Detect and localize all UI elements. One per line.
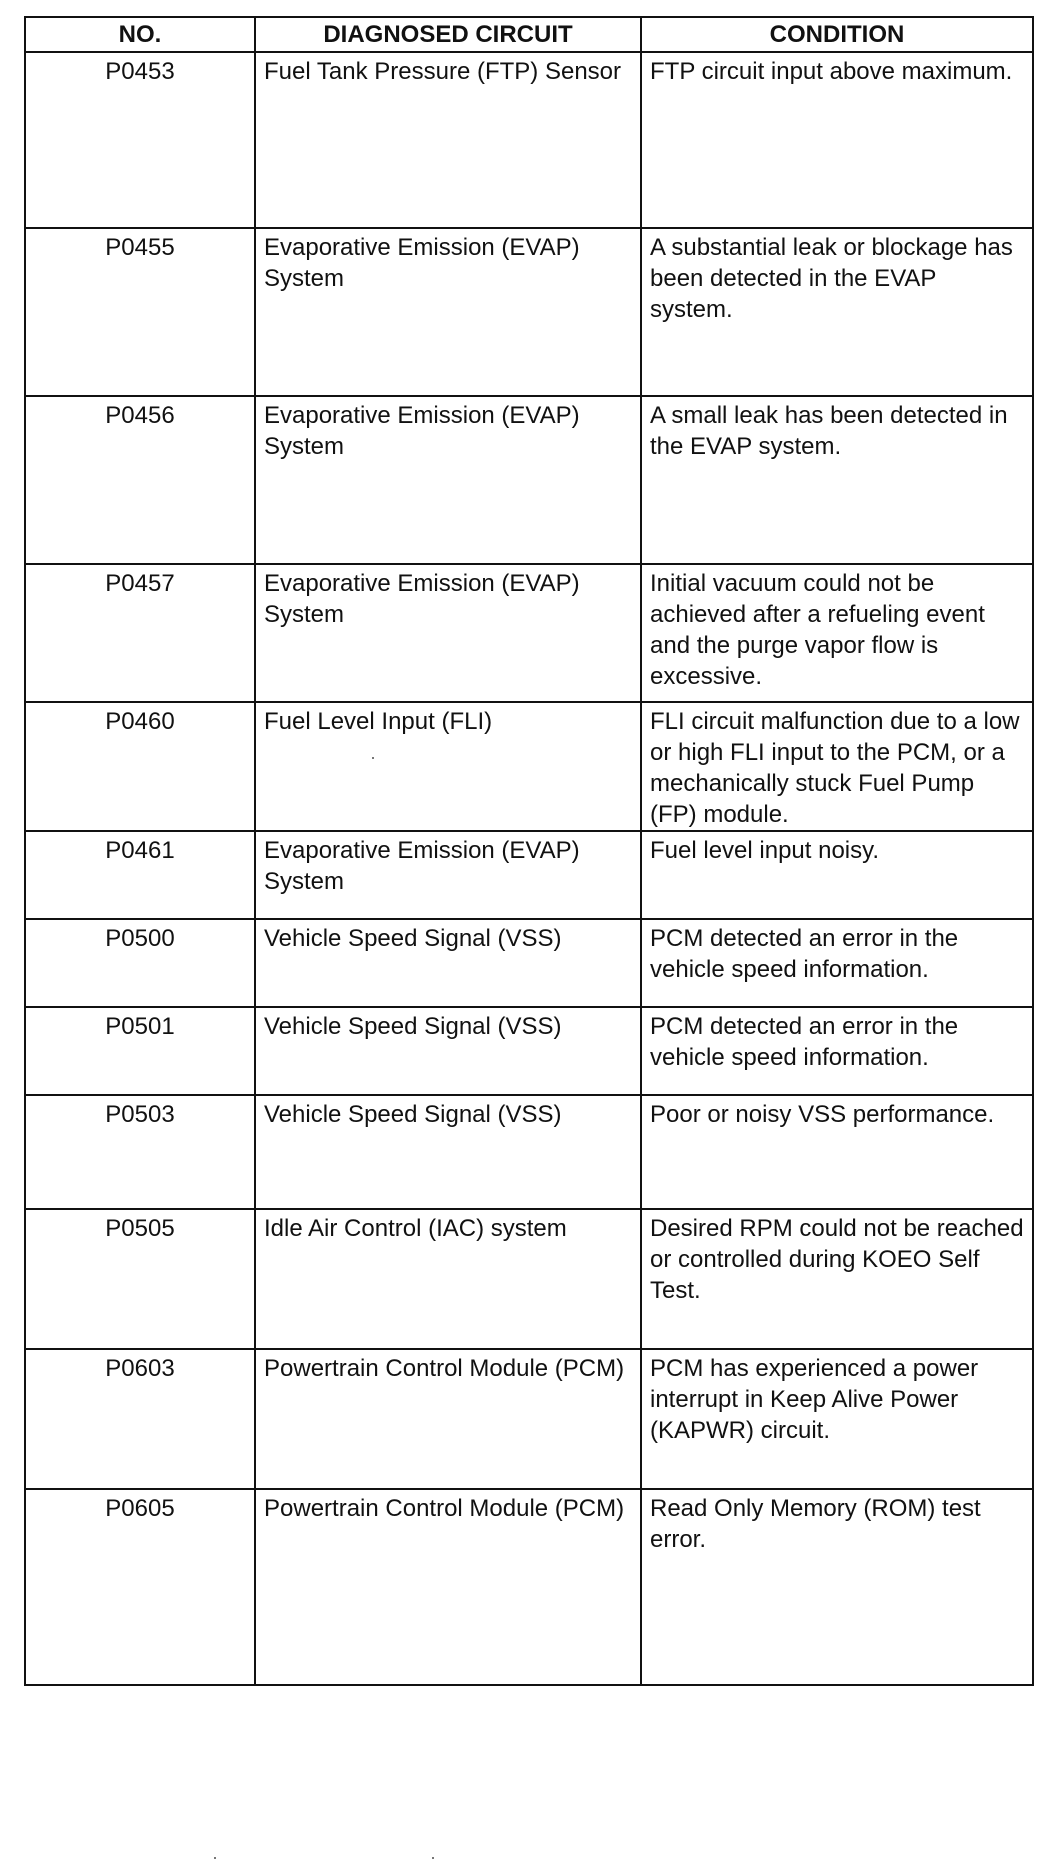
diagnosed-circuit: Powertrain Control Module (PCM) xyxy=(255,1489,641,1685)
table-row xyxy=(25,1349,1033,1489)
condition: A small leak has been detected in the EVAP system. xyxy=(641,396,1033,564)
table-row xyxy=(25,919,1033,1007)
table-row xyxy=(25,228,1033,396)
table-row xyxy=(25,702,1033,831)
scan-speck xyxy=(372,757,374,759)
table-row xyxy=(25,564,1033,702)
condition: Read Only Memory (ROM) test error. xyxy=(641,1489,1033,1685)
diagnostic-code-table xyxy=(24,16,1034,1686)
dtc-code: P0456 xyxy=(25,396,255,564)
diagnosed-circuit: Evaporative Emission (EVAP) System xyxy=(255,831,641,919)
condition: Initial vacuum could not be achieved after a refueling event and the purge vapor flow is excessive. xyxy=(641,564,1033,702)
dtc-code: P0455 xyxy=(25,228,255,396)
diagnosed-circuit: Idle Air Control (IAC) system xyxy=(255,1209,641,1349)
table-row xyxy=(25,1489,1033,1685)
condition: PCM has experienced a power interrupt in Keep Alive Power (KAPWR) circuit. xyxy=(641,1349,1033,1489)
diagnosed-circuit: Evaporative Emission (EVAP) System xyxy=(255,396,641,564)
header-diagnosed-circuit: DIAGNOSED CIRCUIT xyxy=(255,17,641,52)
condition: Fuel level input noisy. xyxy=(641,831,1033,919)
diagnosed-circuit: Vehicle Speed Signal (VSS) xyxy=(255,1095,641,1209)
condition: Desired RPM could not be reached or controlled during KOEO Self Test. xyxy=(641,1209,1033,1349)
diagnosed-circuit: Fuel Level Input (FLI) xyxy=(255,702,641,831)
dtc-code: P0501 xyxy=(25,1007,255,1095)
dtc-code: P0461 xyxy=(25,831,255,919)
condition: PCM detected an error in the vehicle speed information. xyxy=(641,919,1033,1007)
condition: A substantial leak or blockage has been detected in the EVAP system. xyxy=(641,228,1033,396)
header-condition: CONDITION xyxy=(641,17,1033,52)
dtc-code: P0453 xyxy=(25,52,255,228)
dtc-code: P0503 xyxy=(25,1095,255,1209)
table-row xyxy=(25,1007,1033,1095)
scan-speck xyxy=(432,1857,434,1859)
table-header-row xyxy=(25,17,1033,52)
diagnosed-circuit: Powertrain Control Module (PCM) xyxy=(255,1349,641,1489)
diagnosed-circuit: Vehicle Speed Signal (VSS) xyxy=(255,1007,641,1095)
header-no: NO. xyxy=(25,17,255,52)
scan-speck xyxy=(214,1857,216,1859)
condition: FLI circuit malfunction due to a low or high FLI input to the PCM, or a mechanically stuck Fuel Pump (FP) module. xyxy=(641,702,1033,831)
dtc-code: P0505 xyxy=(25,1209,255,1349)
table-row xyxy=(25,1095,1033,1209)
dtc-code: P0457 xyxy=(25,564,255,702)
condition: Poor or noisy VSS performance. xyxy=(641,1095,1033,1209)
table-row xyxy=(25,396,1033,564)
table-row xyxy=(25,1209,1033,1349)
diagnosed-circuit: Fuel Tank Pressure (FTP) Sensor xyxy=(255,52,641,228)
dtc-code: P0603 xyxy=(25,1349,255,1489)
condition: PCM detected an error in the vehicle speed information. xyxy=(641,1007,1033,1095)
dtc-code: P0500 xyxy=(25,919,255,1007)
dtc-code: P0605 xyxy=(25,1489,255,1685)
dtc-code: P0460 xyxy=(25,702,255,831)
table-row xyxy=(25,831,1033,919)
diagnosed-circuit: Evaporative Emission (EVAP) System xyxy=(255,564,641,702)
diagnosed-circuit: Vehicle Speed Signal (VSS) xyxy=(255,919,641,1007)
diagnosed-circuit: Evaporative Emission (EVAP) System xyxy=(255,228,641,396)
condition: FTP circuit input above maximum. xyxy=(641,52,1033,228)
table-row xyxy=(25,52,1033,228)
